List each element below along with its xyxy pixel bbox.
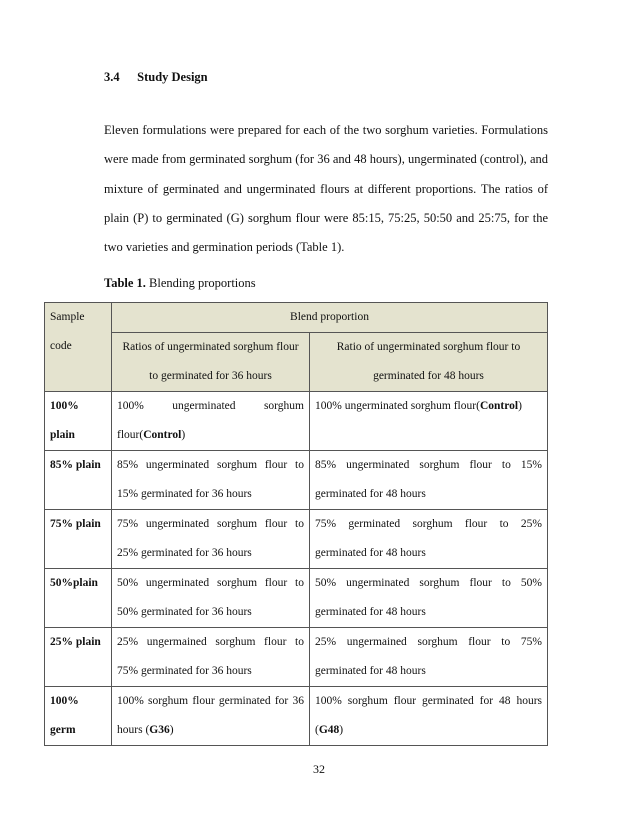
table-caption — [104, 276, 256, 291]
cell-36-hours: 75% ungerminated sorghum flour to 25% germinated for 36 hours — [112, 510, 310, 569]
cell-48-hours: 100% sorghum flour germinated for 48 hours (G48) — [310, 687, 548, 746]
header-36-hours: Ratios of ungerminated sorghum flour to germinated for 36 hours — [112, 333, 310, 392]
cell-code-label: Control — [479, 400, 519, 412]
cell-36-hours: 50% ungerminated sorghum flour to 50% germinated for 36 hours — [112, 569, 310, 628]
sample-code: 75% plain — [45, 510, 112, 569]
table-row — [45, 569, 548, 628]
section-title: Study Design — [137, 70, 208, 84]
sample-code: 85% plain — [45, 451, 112, 510]
cell-code-label: G48 — [318, 724, 340, 736]
sample-code: 50%plain — [45, 569, 112, 628]
cell-48-hours: 100% ungerminated sorghum flour(Control) — [310, 392, 548, 451]
cell-36-hours: 100% sorghum flour germinated for 36 hours (G36) — [112, 687, 310, 746]
cell-36-hours: 85% ungerminated sorghum flour to 15% germinated for 36 hours — [112, 451, 310, 510]
blending-proportions-table — [44, 302, 548, 746]
section-number: 3.4 — [104, 70, 120, 84]
table-row — [45, 687, 548, 746]
cell-48-hours: 25% ungermained sorghum flour to 75% germinated for 48 hours — [310, 628, 548, 687]
sample-code: 100% germ — [45, 687, 112, 746]
cell-36-hours: 25% ungermained sorghum flour to 75% germinated for 36 hours — [112, 628, 310, 687]
table-row — [45, 392, 548, 451]
table-caption-text: Blending proportions — [149, 276, 256, 290]
header-48-hours: Ratio of ungerminated sorghum flour to germinated for 48 hours — [310, 333, 548, 392]
cell-48-hours: 85% ungerminated sorghum flour to 15% germinated for 48 hours — [310, 451, 548, 510]
sample-code: 25% plain — [45, 628, 112, 687]
header-sample-code: Sample code — [45, 303, 112, 392]
table-caption-label: Table 1. — [104, 276, 146, 290]
cell-36-hours: 100% ungerminated sorghum flour(Control) — [112, 392, 310, 451]
table-row — [45, 628, 548, 687]
table-row — [45, 510, 548, 569]
cell-code-label: Control — [143, 429, 182, 441]
table-header-row-2 — [45, 333, 548, 392]
header-blend-proportion: Blend proportion — [112, 303, 548, 333]
cell-48-hours: 50% ungerminated sorghum flour to 50% germinated for 48 hours — [310, 569, 548, 628]
study-design-paragraph: Eleven formulations were prepared for each of the two sorghum varieties. Formulations were made from germinated sorghum (for 36 and 48 hours), ungerminated (control), and mixture of germinated and ungerminated flours at different proportions. The ratios of plain (P) to germinated (G) sorghum flour were 85:15, 75:25, 50:50 and 25:75, for the two varieties and germination periods (Table 1). — [104, 123, 548, 255]
section-heading — [104, 70, 208, 85]
sample-code: 100% plain — [45, 392, 112, 451]
table-header-row-1 — [45, 303, 548, 333]
cell-48-hours: 75% germinated sorghum flour to 25% germinated for 48 hours — [310, 510, 548, 569]
page-number: 32 — [313, 762, 325, 776]
cell-code-label: G36 — [149, 724, 170, 736]
table-row — [45, 451, 548, 510]
